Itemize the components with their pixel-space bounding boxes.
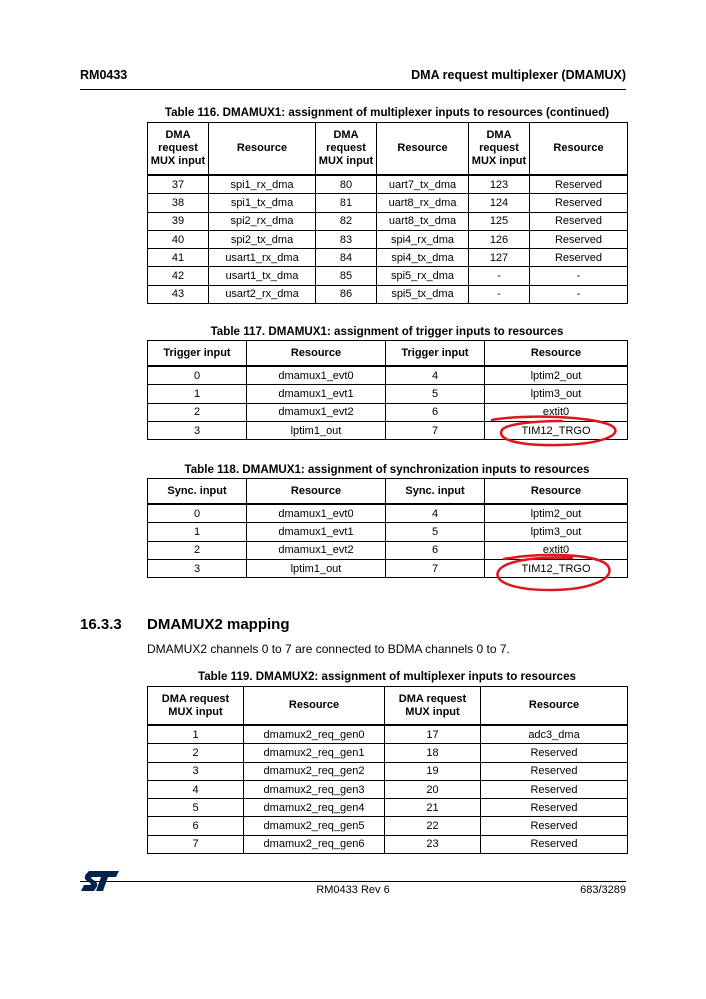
- table-cell: 82: [316, 212, 377, 230]
- table-cell: Reserved: [530, 194, 628, 212]
- table-117-header: Resource: [247, 341, 386, 367]
- table-cell: extit0: [485, 541, 628, 559]
- table-cell: Reserved: [481, 817, 628, 835]
- table-row: [148, 762, 628, 780]
- table-116-header: Resource: [209, 123, 316, 176]
- table-cell: 2: [148, 744, 244, 762]
- table-cell: 126: [469, 230, 530, 248]
- table-cell: dmamux1_evt0: [247, 366, 386, 385]
- table-117: [147, 340, 628, 440]
- table-119-header: Resource: [244, 687, 385, 726]
- table-cell: 18: [385, 744, 481, 762]
- table-116-body: [148, 175, 628, 304]
- table-cell: 6: [386, 403, 485, 421]
- table-cell: dmamux2_req_gen2: [244, 762, 385, 780]
- table-cell: dmamux2_req_gen1: [244, 744, 385, 762]
- table-cell: 0: [148, 366, 247, 385]
- table-118-header: Sync. input: [386, 479, 485, 505]
- footer-revision: RM0433 Rev 6: [316, 884, 390, 896]
- table-cell: uart7_tx_dma: [377, 175, 469, 194]
- table-119-header: DMA request MUX input: [385, 687, 481, 726]
- table-cell: Reserved: [530, 249, 628, 267]
- table-118-header: Resource: [247, 479, 386, 505]
- table-cell: dmamux2_req_gen6: [244, 835, 385, 853]
- table-cell: dmamux1_evt1: [247, 523, 386, 541]
- table-cell: Reserved: [481, 744, 628, 762]
- table-119-header: Resource: [481, 687, 628, 726]
- table-cell: 22: [385, 817, 481, 835]
- table-cell: 40: [148, 230, 209, 248]
- table-cell: Reserved: [481, 762, 628, 780]
- table-cell: 125: [469, 212, 530, 230]
- footer-page-number: 683/3289: [580, 884, 626, 896]
- table-cell: -: [469, 267, 530, 285]
- header-chapter-title: DMA request multiplexer (DMAMUX): [411, 68, 626, 82]
- table-row: [148, 285, 628, 303]
- section-body-text: DMAMUX2 channels 0 to 7 are connected to BDMA channels 0 to 7.: [147, 642, 510, 656]
- table-cell: Reserved: [530, 212, 628, 230]
- table-row: [148, 559, 628, 577]
- table-row: [148, 175, 628, 194]
- table-cell: 0: [148, 504, 247, 523]
- table-cell: 19: [385, 762, 481, 780]
- table-cell: lptim1_out: [247, 559, 386, 577]
- table-cell: 1: [148, 385, 247, 403]
- table-row: [148, 744, 628, 762]
- table-cell: lptim3_out: [485, 523, 628, 541]
- table-cell: 37: [148, 175, 209, 194]
- table-cell: uart8_rx_dma: [377, 194, 469, 212]
- table-cell: extit0: [485, 403, 628, 421]
- table-cell: 80: [316, 175, 377, 194]
- table-cell: 43: [148, 285, 209, 303]
- table-row: [148, 267, 628, 285]
- table-116-header: Resource: [377, 123, 469, 176]
- table-cell: Reserved: [530, 175, 628, 194]
- table-119-body: [148, 725, 628, 854]
- section-number: 16.3.3: [80, 616, 122, 633]
- table-row: [148, 523, 628, 541]
- table-118-body: [148, 504, 628, 578]
- table-row: [148, 541, 628, 559]
- table-cell: dmamux2_req_gen4: [244, 799, 385, 817]
- table-cell: -: [530, 267, 628, 285]
- table-116-header: DMA request MUX input: [469, 123, 530, 176]
- table-row: [148, 835, 628, 853]
- table-row: [148, 504, 628, 523]
- table-cell: 2: [148, 541, 247, 559]
- table-cell: 5: [386, 523, 485, 541]
- table-cell: 5: [386, 385, 485, 403]
- table-118-header: Sync. input: [148, 479, 247, 505]
- table-cell: dmamux1_evt2: [247, 403, 386, 421]
- table-cell: Reserved: [481, 799, 628, 817]
- table-119: [147, 686, 628, 854]
- table-cell: uart8_tx_dma: [377, 212, 469, 230]
- table-cell: 127: [469, 249, 530, 267]
- table-cell: lptim3_out: [485, 385, 628, 403]
- table-cell: 41: [148, 249, 209, 267]
- table-cell: 7: [148, 835, 244, 853]
- table-119-header: DMA request MUX input: [148, 687, 244, 726]
- table-118: [147, 478, 628, 578]
- table-cell: 3: [148, 421, 247, 439]
- table-cell: spi4_rx_dma: [377, 230, 469, 248]
- table-117-header: Resource: [485, 341, 628, 367]
- table-cell: lptim2_out: [485, 504, 628, 523]
- header-divider: [80, 89, 626, 90]
- table-cell: 6: [386, 541, 485, 559]
- table-row: [148, 725, 628, 744]
- table-cell: 4: [148, 780, 244, 798]
- table-cell: 7: [386, 421, 485, 439]
- table-row: [148, 194, 628, 212]
- table-116-caption: Table 116. DMAMUX1: assignment of multiplexer inputs to resources (continued): [164, 106, 610, 119]
- table-cell: 39: [148, 212, 209, 230]
- table-cell: 6: [148, 817, 244, 835]
- table-117-header: Trigger input: [386, 341, 485, 367]
- table-cell: dmamux1_evt1: [247, 385, 386, 403]
- section-title: DMAMUX2 mapping: [147, 616, 290, 633]
- table-cell: dmamux2_req_gen0: [244, 725, 385, 744]
- table-cell: spi2_tx_dma: [209, 230, 316, 248]
- table-cell: 1: [148, 523, 247, 541]
- table-cell: spi4_tx_dma: [377, 249, 469, 267]
- table-cell: TIM12_TRGO: [485, 559, 628, 577]
- table-cell: 7: [386, 559, 485, 577]
- table-row: [148, 249, 628, 267]
- table-cell: 5: [148, 799, 244, 817]
- table-row: [148, 366, 628, 385]
- table-cell: 42: [148, 267, 209, 285]
- table-cell: dmamux1_evt2: [247, 541, 386, 559]
- table-cell: 38: [148, 194, 209, 212]
- table-117-header: Trigger input: [148, 341, 247, 367]
- table-cell: 3: [148, 559, 247, 577]
- table-cell: dmamux2_req_gen3: [244, 780, 385, 798]
- table-cell: lptim2_out: [485, 366, 628, 385]
- table-116-header: DMA request MUX input: [148, 123, 209, 176]
- table-row: [148, 403, 628, 421]
- table-cell: 86: [316, 285, 377, 303]
- table-cell: -: [469, 285, 530, 303]
- table-cell: 23: [385, 835, 481, 853]
- table-cell: 85: [316, 267, 377, 285]
- header-doc-id: RM0433: [80, 68, 128, 82]
- table-cell: 81: [316, 194, 377, 212]
- table-cell: spi1_rx_dma: [209, 175, 316, 194]
- table-cell: dmamux2_req_gen5: [244, 817, 385, 835]
- table-116-header: Resource: [530, 123, 628, 176]
- table-cell: dmamux1_evt0: [247, 504, 386, 523]
- table-row: [148, 421, 628, 439]
- table-119-caption: Table 119. DMAMUX2: assignment of multiplexer inputs to resources: [198, 670, 576, 683]
- table-cell: spi5_rx_dma: [377, 267, 469, 285]
- table-cell: 4: [386, 504, 485, 523]
- table-cell: adc3_dma: [481, 725, 628, 744]
- table-row: [148, 780, 628, 798]
- table-cell: Reserved: [481, 780, 628, 798]
- table-cell: 84: [316, 249, 377, 267]
- table-cell: usart2_rx_dma: [209, 285, 316, 303]
- table-cell: spi1_tx_dma: [209, 194, 316, 212]
- table-cell: 17: [385, 725, 481, 744]
- table-row: [148, 799, 628, 817]
- table-cell: 124: [469, 194, 530, 212]
- table-116: [147, 122, 628, 304]
- table-cell: 2: [148, 403, 247, 421]
- table-cell: spi2_rx_dma: [209, 212, 316, 230]
- table-cell: Reserved: [530, 230, 628, 248]
- table-cell: 4: [386, 366, 485, 385]
- table-cell: 83: [316, 230, 377, 248]
- table-cell: 1: [148, 725, 244, 744]
- table-row: [148, 817, 628, 835]
- table-cell: spi5_tx_dma: [377, 285, 469, 303]
- table-118-caption: Table 118. DMAMUX1: assignment of synchronization inputs to resources: [184, 463, 590, 476]
- table-cell: 123: [469, 175, 530, 194]
- table-row: [148, 385, 628, 403]
- table-117-caption: Table 117. DMAMUX1: assignment of trigger inputs to resources: [210, 325, 564, 338]
- table-116-header: DMA request MUX input: [316, 123, 377, 176]
- table-117-body: [148, 366, 628, 440]
- table-row: [148, 230, 628, 248]
- table-cell: 20: [385, 780, 481, 798]
- table-cell: usart1_tx_dma: [209, 267, 316, 285]
- table-118-header: Resource: [485, 479, 628, 505]
- table-cell: 3: [148, 762, 244, 780]
- table-cell: usart1_rx_dma: [209, 249, 316, 267]
- table-cell: 21: [385, 799, 481, 817]
- table-row: [148, 212, 628, 230]
- table-cell: TIM12_TRGO: [485, 421, 628, 439]
- table-cell: lptim1_out: [247, 421, 386, 439]
- table-cell: -: [530, 285, 628, 303]
- table-cell: Reserved: [481, 835, 628, 853]
- footer-divider: [80, 881, 626, 882]
